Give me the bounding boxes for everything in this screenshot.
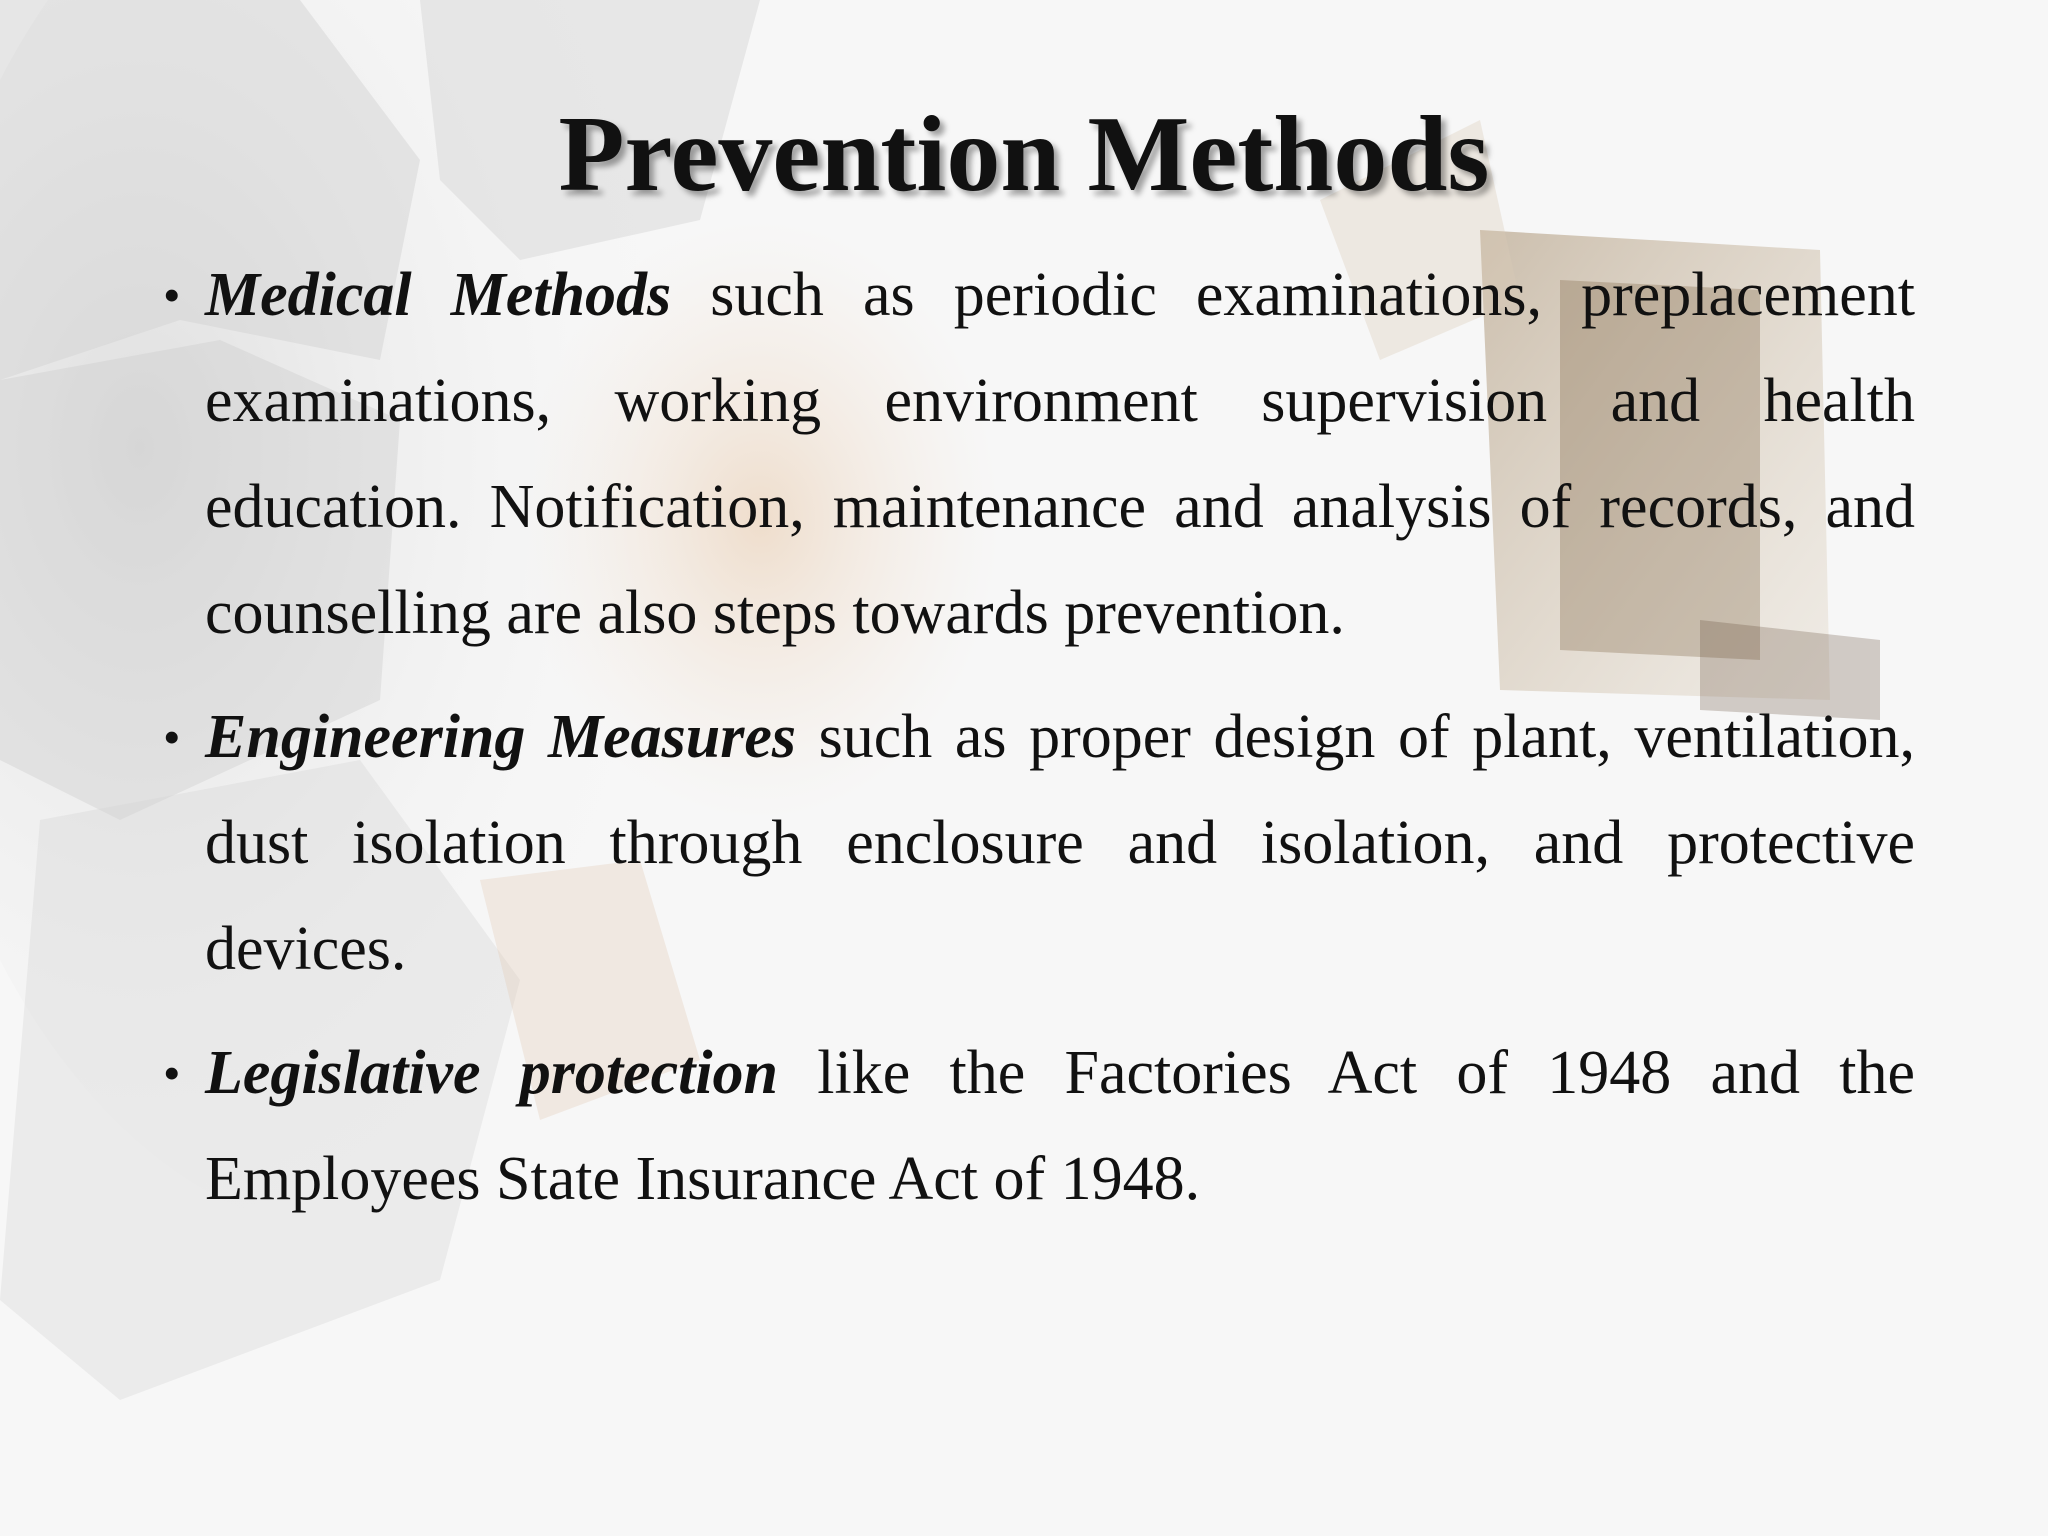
- bullet-medical-methods: [160, 242, 1915, 666]
- bullet-text: such as periodic examinations, preplacement examinations, working environment supervision and health education. Notification, maintenance and analysis of records, and counselling are also steps towards prevention.: [205, 261, 1915, 647]
- bullet-icon: •: [163, 267, 181, 323]
- bullet-icon: •: [163, 709, 181, 765]
- bullet-term: Legislative protection: [205, 1039, 779, 1107]
- slide-title: Prevention Methods: [558, 95, 1490, 214]
- bullet-term: Engineering Measures: [205, 703, 797, 771]
- bullet-engineering-measures: [160, 684, 1915, 1002]
- bullet-list: [160, 242, 1915, 1250]
- bullet-text: such as proper design of plant, ventilation, dust isolation through enclosure and isolation, and protective devices.: [205, 703, 1915, 983]
- bullet-term: Medical Methods: [205, 261, 672, 329]
- bullet-legislative-protection: [160, 1020, 1915, 1232]
- bullet-text: like the Factories Act of 1948 and the Employees State Insurance Act of 1948.: [205, 1039, 1916, 1213]
- bullet-icon: •: [163, 1045, 181, 1101]
